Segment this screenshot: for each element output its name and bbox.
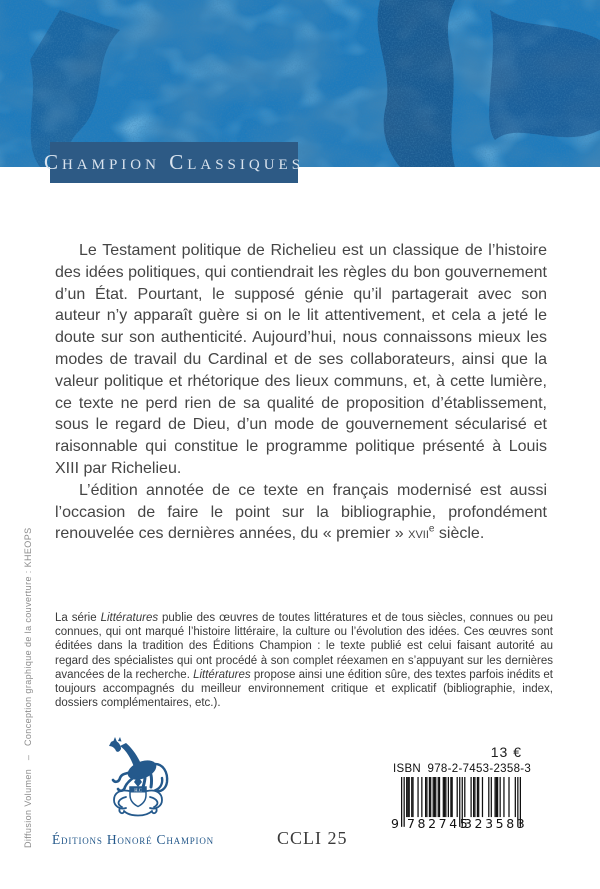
- barcode-digits-right: 323583: [464, 816, 528, 831]
- series-note-text-1: La série: [55, 612, 101, 624]
- blurb-paragraph-2-end: siècle.: [434, 525, 485, 543]
- collection-band: [43, 142, 305, 183]
- series-title-italic-1: Littératures: [100, 612, 159, 624]
- back-cover-blurb: [55, 240, 547, 545]
- blurb-paragraph-1: Le Testament politique de Richelieu est un classique de l’histoire des idées politiques, qui contiendrait les règles du bon gouvernement d’un État. Pourtant, le supposé génie qu’il partagerait avec son auteur n’y apparaît guère si on le lit attentivement, et cela a jeté le doute sur son authenticité. Aujourd’hui, nous connaissons mieux les modes de travail du Cardinal et de ses collaborateurs, ainsi que la valeur politique et rhétorique des lieux communs, et, à cette lumière, ce texte ne perd rien de sa qualité de proposition d’établissement, sous le regard de Dieu, d’un mode de gouvernement sécularisé et raisonnable qui constitue le programme politique présenté à Louis XIII par Richelieu.: [55, 242, 547, 477]
- isbn-label: ISBN 978-2-7453-2358-3: [393, 763, 532, 775]
- century-small-caps: xvii: [408, 525, 429, 543]
- publisher-crest-logo-icon: [100, 736, 176, 824]
- barcode-block: [391, 744, 532, 839]
- publisher-name: Éditions Honoré Champion: [52, 832, 214, 847]
- barcode-digit-first: 9: [391, 816, 399, 831]
- price-label: 13 €: [490, 744, 522, 760]
- blurb-paragraph-2: [55, 480, 547, 545]
- century-superscript: e: [428, 524, 435, 536]
- series-note-text-3: propose ainsi une édition sûre, des textes parfois inédits et toujours accompagnés du meilleur environnement critique et explicatif (bibliographie, index, dossiers complémentaires, etc.).: [55, 668, 553, 710]
- collection-label: Champion Classiques: [43, 150, 305, 174]
- series-note-text-2: publie des œuvres de toutes littératures et de tous siècles, connues ou peu connues, qui ont marqué l’histoire littéraire, la culture ou l’évolution des idées. Ces œuvres sont éditées dans la tradition des Éditions Champion : le texte publié est celui faisant autorité au regard des spécialistes qui ont procédé à son complet réexamen en s’appuyant sur les dernières avancées de la recherche.: [55, 612, 553, 681]
- spine-credits: Diffusion Volumen – Conception graphique de la couverture : KHEOPS: [23, 527, 33, 848]
- logo-monogram: H.C: [134, 787, 142, 793]
- ean13-barcode: [391, 777, 528, 839]
- series-description: [55, 611, 553, 710]
- collection-number: CCLI 25: [277, 828, 348, 848]
- barcode-digits-left: 782745: [407, 816, 471, 831]
- series-title-italic-2: Littératures: [193, 668, 251, 681]
- blurb-paragraph-2-text: L’édition annotée de ce texte en français modernisé est aussi l’occasion de faire le point sur la bibliographie, profondément renouvelée ces dernières années, du « premier »: [55, 481, 547, 543]
